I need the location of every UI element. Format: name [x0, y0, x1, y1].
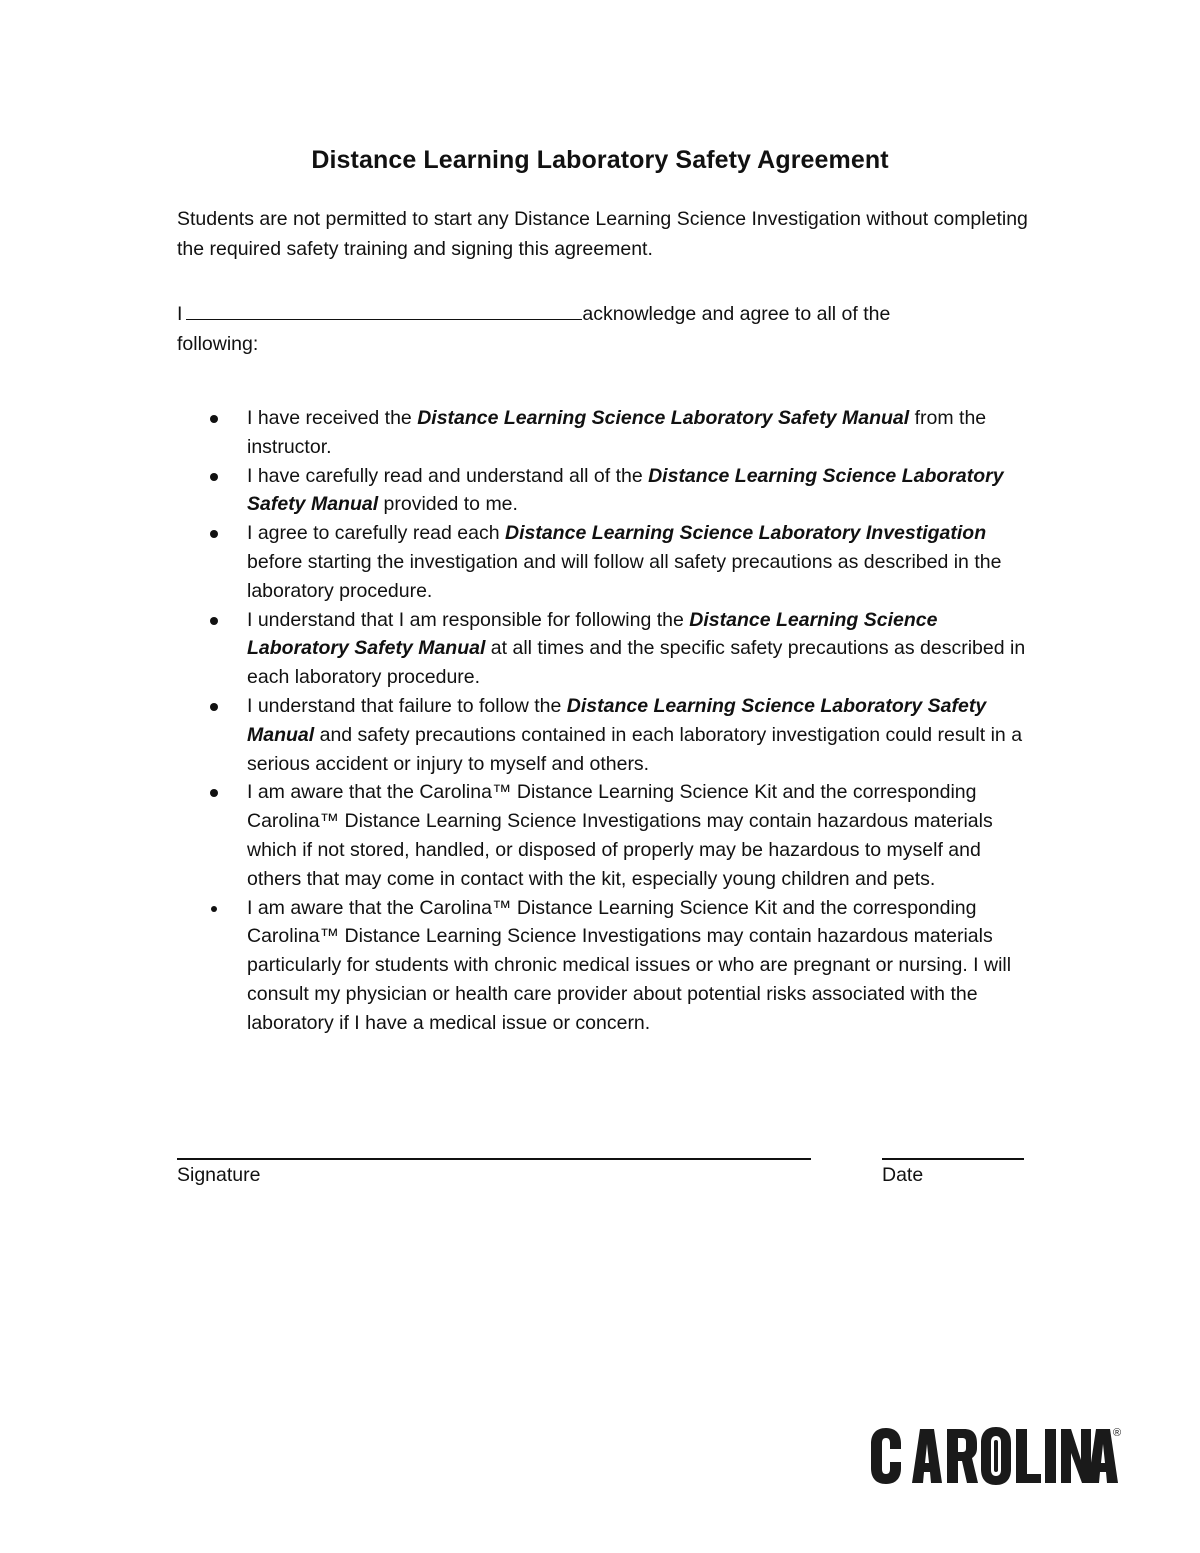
item-emphasis: Distance Learning Science Laboratory Safety Manual: [247, 464, 1004, 516]
item-emphasis: Distance Learning Science Laboratory Safety Manual: [247, 608, 938, 660]
item-text: I agree to carefully read each: [247, 522, 505, 545]
list-item: [208, 692, 1028, 778]
item-text-end: from the instructor.: [247, 407, 987, 458]
item-text-end: at all times and the specific safety precautions as described in each laboratory procedure.: [247, 637, 1026, 689]
registered-mark: ®: [1113, 1427, 1122, 1439]
item-emphasis: Distance Learning Science Laboratory Investigation: [505, 522, 987, 545]
list-item: [208, 894, 1028, 1038]
ack-suffix: acknowledge and agree to all of the: [582, 303, 891, 325]
bullet-icon: [210, 789, 218, 797]
bullet-icon: [210, 530, 218, 538]
list-item: [208, 778, 1028, 893]
item-emphasis: Distance Learning Science Laboratory Safety Manual: [247, 694, 987, 746]
ack-line-2: following:: [177, 333, 259, 355]
item-text: I have carefully read and understand all of the: [247, 464, 649, 487]
item-text: I am aware that the Carolina™ Distance Learning Science Kit and the corresponding Carolina™ Distance Learning Science Investigations may contain hazardous materials which if not stored, handled, or disposed of properly may be hazardous to myself and others that may come in contact with the kit, especially young children and pets.: [247, 781, 993, 890]
list-item: [208, 519, 1028, 605]
carolina-logo: [868, 1420, 1123, 1492]
ack-prefix: I: [177, 303, 183, 325]
date-label: Date: [882, 1164, 924, 1186]
bullet-icon: [210, 415, 218, 423]
signature-line[interactable]: [177, 1158, 811, 1160]
document-title: Distance Learning Laboratory Safety Agreement: [311, 146, 889, 174]
bullet-icon: [210, 617, 218, 625]
item-text: I am aware that the Carolina™ Distance Learning Science Kit and the corresponding Carolina™ Distance Learning Science Investigations may contain hazardous materials particularly for students with chronic medical issues or who are pregnant or nursing. I will consult my physician or health care provider about potential risks associated with the laboratory if I have a medical issue or concern.: [247, 896, 1012, 1034]
acknowledgement-statement: [177, 299, 1047, 359]
item-emphasis: Distance Learning Science Laboratory Safety Manual: [417, 407, 910, 429]
item-text-end: and safety precautions contained in each laboratory investigation could result in a serious accident or injury to myself and others.: [247, 723, 1023, 775]
bullet-icon: [210, 473, 218, 481]
list-item: [208, 606, 1028, 692]
item-text: I have received the: [247, 407, 418, 429]
name-blank-line[interactable]: [186, 299, 582, 320]
bullet-icon: [210, 703, 218, 711]
item-text: I understand that failure to follow the: [247, 694, 567, 717]
bullet-icon: [211, 906, 217, 912]
item-text: I understand that I am responsible for following the: [247, 608, 690, 631]
agreement-list: [208, 404, 1028, 1038]
date-line[interactable]: [882, 1158, 1024, 1160]
signature-label: Signature: [177, 1164, 261, 1186]
intro-paragraph: Students are not permitted to start any Distance Learning Science Investigation without completing the required safety training and signing this agreement.: [177, 208, 1028, 260]
item-text-end: before starting the investigation and will follow all safety precautions as described in the laboratory procedure.: [247, 550, 1002, 602]
list-item: [208, 404, 1028, 462]
list-item: [208, 462, 1028, 520]
item-text-end: provided to me.: [378, 493, 518, 516]
